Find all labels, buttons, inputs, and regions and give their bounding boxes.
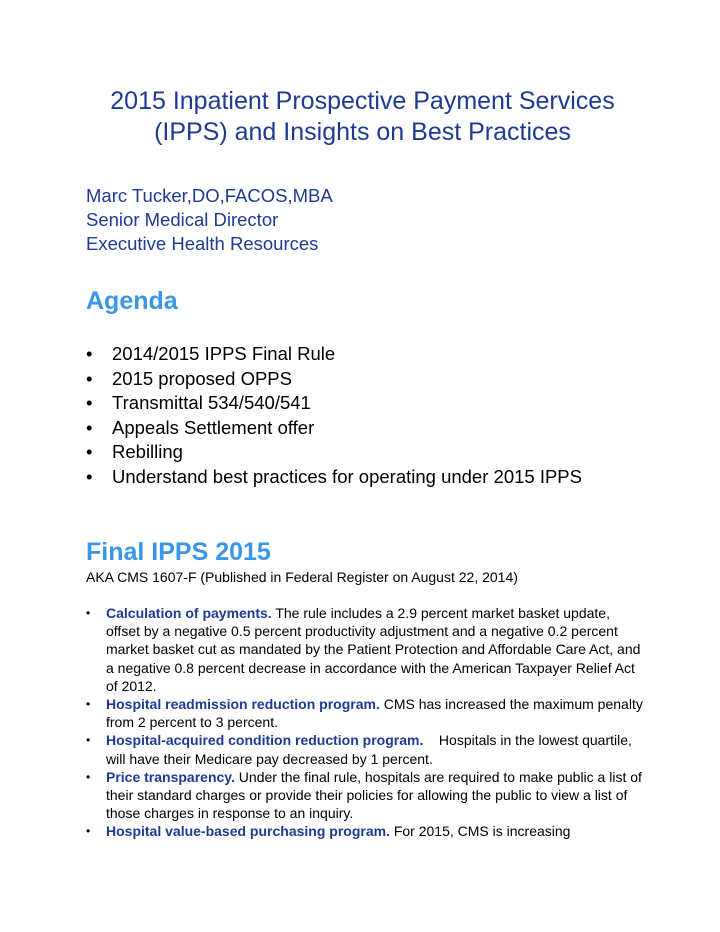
agenda-item-text: Appeals Settlement offer — [112, 416, 315, 438]
agenda-item-text: Understand best practices for operating under 2015 IPPS — [112, 465, 582, 487]
final-ipps-heading: Final IPPS 2015 — [86, 538, 271, 566]
point-text: CMS has increased the maximum penalty from 2 percent to 3 percent. — [106, 696, 643, 731]
agenda-item — [86, 440, 646, 465]
agenda-item-text: Transmittal 534/540/541 — [112, 392, 311, 413]
agenda-item-text: 2015 proposed OPPS — [112, 367, 292, 389]
final-ipps-point — [86, 731, 646, 767]
bullet-icon: • — [86, 606, 91, 620]
agenda-item — [86, 391, 646, 416]
bullet-icon: • — [86, 769, 91, 784]
bullet-icon: • — [86, 824, 91, 839]
author-name: Marc Tucker,DO,FACOS,MBA — [86, 185, 333, 206]
point-text: The rule includes a 2.9 percent market basket update, offset by a negative 0.5 percent productivity adjustment and a negative 0.2 percent market basket cut as mandated by the Patient Protection and Affordable Care Act, and a negative 0.8 percent decrease in accordance with the American Taxpayer Relief Act of 2012. — [106, 605, 641, 694]
point-text: For 2015, CMS is increasing — [389, 823, 571, 840]
agenda-item-text: 2014/2015 IPPS Final Rule — [112, 343, 336, 364]
agenda-item — [86, 342, 646, 367]
author-role: Senior Medical Director — [86, 209, 279, 230]
author-organization: Executive Health Resources — [86, 233, 319, 254]
bullet-icon: • — [86, 465, 93, 487]
point-lead: Hospital readmission reduction program. — [106, 696, 380, 713]
point-text: Hospitals in the lowest quartile, will have their Medicare pay decreased by 1 percent. — [106, 732, 636, 767]
agenda-item — [86, 367, 646, 392]
point-lead: Price transparency. — [106, 768, 235, 785]
final-ipps-point — [86, 822, 646, 840]
agenda-item — [86, 416, 646, 441]
point-lead: Hospital value-based purchasing program. — [106, 823, 390, 840]
point-lead: Calculation of payments. — [106, 605, 272, 621]
bullet-icon: • — [86, 733, 91, 748]
document-title: 2015 Inpatient Prospective Payment Services (IPPS) and Insights on Best Practices — [110, 87, 615, 146]
bullet-icon: • — [86, 697, 91, 712]
bullet-icon: • — [86, 441, 93, 462]
point-text: Under the final rule, hospitals are required to make public a list of their standard charges or provide their policies for allowing the public to view a list of those charges in response to an inquiry. — [106, 768, 642, 822]
agenda-item — [86, 465, 646, 490]
bullet-icon: • — [86, 367, 93, 389]
final-ipps-point — [86, 695, 646, 731]
final-ipps-points — [86, 604, 646, 841]
final-ipps-point — [86, 604, 646, 695]
bullet-icon: • — [86, 416, 93, 438]
agenda-item-text: Rebilling — [112, 441, 183, 462]
agenda-list — [86, 342, 646, 489]
author-block — [86, 184, 333, 256]
bullet-icon: • — [86, 392, 93, 413]
final-ipps-subtitle: AKA CMS 1607-F (Published in Federal Register on August 22, 2014) — [86, 569, 518, 585]
final-ipps-point — [86, 768, 646, 823]
agenda-heading: Agenda — [86, 287, 178, 315]
bullet-icon: • — [86, 343, 93, 364]
point-lead: Hospital-acquired condition reduction program. — [106, 732, 424, 749]
